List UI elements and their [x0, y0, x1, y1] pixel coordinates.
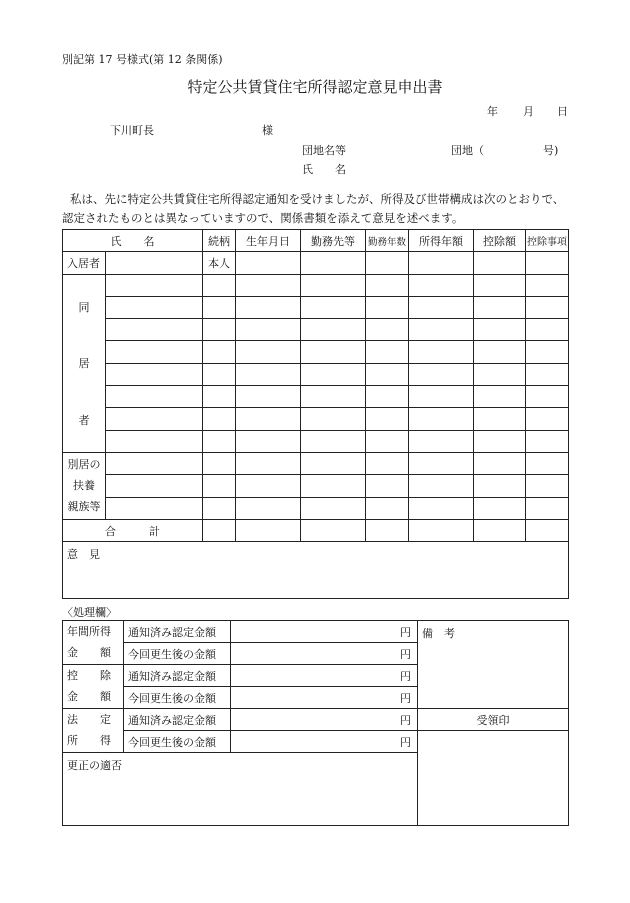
cell[interactable] — [203, 430, 236, 452]
cell[interactable] — [474, 363, 526, 385]
cell[interactable] — [526, 519, 569, 541]
cell[interactable] — [409, 408, 474, 430]
cell[interactable] — [236, 274, 301, 296]
cell[interactable] — [474, 296, 526, 318]
processing-section-label: 〈処理欄〉 — [62, 606, 117, 619]
header-annual-income: 所得年額 — [409, 230, 474, 252]
cell[interactable] — [366, 452, 409, 474]
dependent-row — [63, 452, 569, 474]
cohabitant-row — [63, 430, 569, 452]
cohabitant-row — [63, 319, 569, 341]
cell[interactable] — [301, 519, 366, 541]
dependent-row — [63, 475, 569, 497]
cell[interactable] — [526, 341, 569, 363]
cell[interactable] — [366, 341, 409, 363]
cell[interactable] — [203, 319, 236, 341]
table-header-row — [63, 230, 569, 252]
header-years-employed: 勤務年数 — [366, 230, 409, 252]
cell[interactable] — [526, 296, 569, 318]
cohabitant-label — [63, 274, 106, 452]
remarks-field[interactable] — [418, 621, 569, 709]
notified-amount-label: 通知済み認定金額 — [124, 709, 231, 731]
cell[interactable] — [106, 341, 203, 363]
cell[interactable] — [366, 475, 409, 497]
cell[interactable] — [409, 519, 474, 541]
cohabitant-row — [63, 296, 569, 318]
notified-amount-label: 通知済み認定金額 — [124, 665, 231, 687]
annual-income-label-1: 年間所得 — [67, 625, 111, 638]
statutory-income-label-2: 所 得 — [67, 734, 111, 747]
cell[interactable] — [301, 252, 366, 274]
danchi-label: 団地（ — [451, 144, 484, 157]
cell[interactable] — [203, 296, 236, 318]
cell[interactable] — [366, 386, 409, 408]
cell[interactable] — [474, 386, 526, 408]
cohabitant-row — [63, 408, 569, 430]
revised-amount-label: 今回更生後の金額 — [124, 731, 231, 753]
occupant-row — [63, 252, 569, 274]
amount-field[interactable]: 円 — [231, 709, 418, 731]
cell[interactable] — [526, 408, 569, 430]
applicant-name-label: 氏 名 — [302, 163, 346, 176]
total-label: 合 計 — [63, 519, 203, 541]
deduction-label — [63, 665, 124, 709]
cell[interactable] — [236, 319, 301, 341]
honorific: 様 — [262, 124, 273, 137]
cell[interactable] — [474, 274, 526, 296]
cell[interactable] — [236, 408, 301, 430]
cell[interactable] — [236, 252, 301, 274]
cell[interactable] — [203, 452, 236, 474]
cell[interactable] — [526, 363, 569, 385]
cell[interactable] — [409, 430, 474, 452]
cell[interactable] — [366, 519, 409, 541]
cohabitant-row — [63, 341, 569, 363]
annual-income-label — [63, 621, 124, 665]
cell[interactable] — [409, 341, 474, 363]
revised-amount-label: 今回更生後の金額 — [124, 687, 231, 709]
cohabitant-char-3: 者 — [78, 413, 90, 427]
cell[interactable] — [409, 363, 474, 385]
cell[interactable] — [474, 252, 526, 274]
cell[interactable] — [366, 274, 409, 296]
cell[interactable] — [409, 252, 474, 274]
amount-field[interactable]: 円 — [231, 665, 418, 687]
cell[interactable] — [203, 274, 236, 296]
cell[interactable] — [236, 341, 301, 363]
cell[interactable] — [366, 296, 409, 318]
cohabitant-char-1: 同 — [78, 300, 90, 314]
cell[interactable] — [236, 475, 301, 497]
cell[interactable] — [409, 319, 474, 341]
dependent-label-line-2: 扶養 — [73, 479, 95, 493]
header-birthdate: 生年月日 — [236, 230, 301, 252]
processing-table — [62, 620, 569, 826]
dependent-row — [63, 497, 569, 519]
cell[interactable] — [526, 430, 569, 452]
header-workplace: 勤務先等 — [301, 230, 366, 252]
opinion-row — [63, 542, 569, 599]
cell[interactable] — [106, 252, 203, 274]
cell[interactable] — [106, 363, 203, 385]
cell[interactable] — [236, 386, 301, 408]
cell[interactable] — [301, 363, 366, 385]
cell[interactable] — [474, 452, 526, 474]
cell[interactable] — [474, 497, 526, 519]
dependent-label-line-3: 親族等 — [67, 500, 101, 514]
cell[interactable] — [106, 319, 203, 341]
cell[interactable] — [474, 408, 526, 430]
annual-income-label-2: 金 額 — [67, 646, 111, 659]
cell[interactable] — [236, 363, 301, 385]
cell[interactable] — [236, 519, 301, 541]
cohabitant-row — [63, 363, 569, 385]
cell[interactable] — [106, 274, 203, 296]
cell[interactable] — [474, 475, 526, 497]
cell[interactable] — [301, 475, 366, 497]
cell[interactable] — [203, 363, 236, 385]
cell[interactable] — [203, 497, 236, 519]
amount-field[interactable]: 円 — [231, 621, 418, 643]
cell[interactable] — [106, 430, 203, 452]
cell[interactable] — [301, 274, 366, 296]
cell[interactable] — [301, 296, 366, 318]
cell[interactable] — [203, 475, 236, 497]
addressee: 下川町長 — [110, 124, 154, 137]
cell[interactable] — [203, 408, 236, 430]
cell[interactable] — [526, 274, 569, 296]
cell[interactable] — [106, 408, 203, 430]
cell[interactable] — [301, 319, 366, 341]
header-deduction-amount: 控除額 — [474, 230, 526, 252]
cell[interactable] — [203, 519, 236, 541]
cell[interactable] — [366, 319, 409, 341]
deduction-label-1: 控 除 — [67, 669, 111, 682]
cell[interactable] — [526, 319, 569, 341]
amount-field[interactable]: 円 — [231, 731, 418, 753]
cell[interactable] — [106, 452, 203, 474]
occupant-relation: 本人 — [203, 252, 236, 274]
amount-field[interactable]: 円 — [231, 643, 418, 665]
cell[interactable] — [526, 452, 569, 474]
cohabitant-row — [63, 386, 569, 408]
revised-amount-label: 今回更生後の金額 — [124, 643, 231, 665]
cell[interactable] — [366, 252, 409, 274]
date-day: 日 — [557, 105, 568, 118]
cell[interactable] — [366, 497, 409, 519]
cell[interactable] — [366, 363, 409, 385]
cell[interactable] — [106, 296, 203, 318]
cell[interactable] — [526, 252, 569, 274]
cell[interactable] — [236, 497, 301, 519]
statutory-income-label — [63, 709, 124, 753]
dependent-label — [63, 452, 106, 519]
cell[interactable] — [409, 274, 474, 296]
page-title: 特定公共賃貸住宅所得認定意見申出書 — [187, 78, 443, 96]
cell[interactable] — [526, 475, 569, 497]
statement-line-1: 私は、先に特定公共賃貸住宅所得認定通知を受けましたが、所得及び世帯構成は次のとおりで、 — [70, 192, 565, 206]
receipt-stamp-label: 受領印 — [418, 709, 569, 731]
cell[interactable] — [106, 497, 203, 519]
remarks-label: 備 考 — [422, 627, 455, 640]
occupant-label: 入居者 — [63, 252, 106, 274]
cell[interactable] — [474, 430, 526, 452]
total-row — [63, 519, 569, 541]
cell[interactable] — [409, 296, 474, 318]
cohabitant-char-2: 居 — [78, 357, 90, 371]
cell[interactable] — [409, 452, 474, 474]
date-month: 月 — [523, 105, 534, 118]
cell[interactable] — [301, 386, 366, 408]
cohabitant-row — [63, 274, 569, 296]
cell[interactable] — [106, 386, 203, 408]
deduction-label-2: 金 額 — [67, 690, 111, 703]
form-number: 別記第 17 号様式(第 12 条関係) — [62, 53, 223, 66]
cell[interactable] — [526, 386, 569, 408]
cell[interactable] — [301, 341, 366, 363]
receipt-stamp-box[interactable] — [418, 731, 569, 826]
cell[interactable] — [474, 519, 526, 541]
cell[interactable] — [409, 475, 474, 497]
correction-label: 更正の適否 — [67, 759, 122, 772]
cell[interactable] — [203, 341, 236, 363]
cell[interactable] — [301, 497, 366, 519]
cell[interactable] — [366, 430, 409, 452]
cell[interactable] — [474, 319, 526, 341]
date-year: 年 — [487, 105, 498, 118]
header-relation: 続柄 — [203, 230, 236, 252]
amount-field[interactable]: 円 — [231, 687, 418, 709]
opinion-field[interactable] — [63, 542, 569, 599]
statutory-income-label-1: 法 定 — [67, 713, 111, 726]
notified-amount-label: 通知済み認定金額 — [124, 621, 231, 643]
cell[interactable] — [203, 386, 236, 408]
opinion-label: 意 見 — [67, 548, 100, 562]
cell[interactable] — [301, 408, 366, 430]
cell[interactable] — [301, 452, 366, 474]
danchi-name-label: 団地名等 — [302, 144, 346, 157]
cell[interactable] — [526, 497, 569, 519]
cell[interactable] — [106, 475, 203, 497]
header-name: 氏 名 — [63, 230, 203, 252]
go-label: 号) — [543, 144, 559, 157]
correction-field[interactable] — [63, 753, 418, 826]
household-table — [62, 229, 569, 599]
statement-line-2: 認定されたものとは異なっていますので、関係書類を添えて意見を述べます。 — [62, 211, 464, 225]
cell[interactable] — [409, 497, 474, 519]
dependent-label-line-1: 別居の — [67, 458, 101, 472]
cell[interactable] — [236, 452, 301, 474]
cell[interactable] — [236, 296, 301, 318]
cell[interactable] — [236, 430, 301, 452]
cell[interactable] — [409, 386, 474, 408]
cell[interactable] — [301, 430, 366, 452]
cell[interactable] — [474, 341, 526, 363]
cell[interactable] — [366, 408, 409, 430]
header-deduction-items: 控除事項 — [526, 230, 569, 252]
